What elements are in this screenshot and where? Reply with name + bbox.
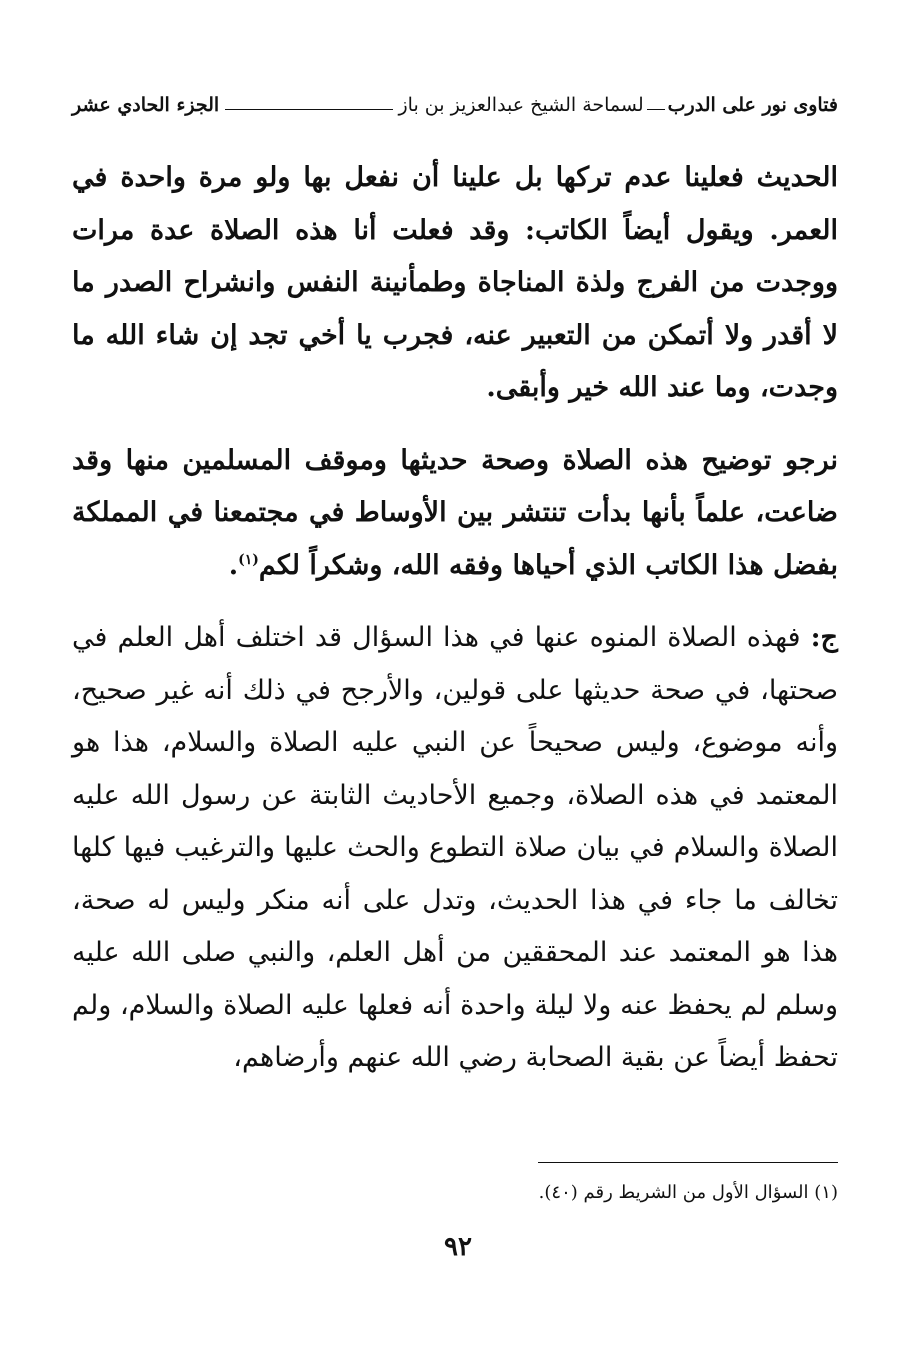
footnote-separator [538, 1162, 838, 1163]
body-text [72, 152, 838, 1105]
question-paragraph [72, 435, 838, 593]
question-end-period: . [228, 549, 239, 581]
volume-part: الجزء الحادي عشر [72, 94, 220, 116]
footnote-reference: (١) [238, 551, 259, 568]
page-number: ٩٢ [444, 1232, 472, 1262]
running-head [72, 88, 838, 122]
footnote [72, 1178, 838, 1208]
question-continuation: الحديث فعلينا عدم تركها بل علينا أن نفعل بها ولو مرة واحدة في العمر. ويقول أيضاً الكاتب: وقد فعلت أنا هذه الصلاة عدة مرات ووجدت من الفرج ولذة المناجاة وطمأنينة النفس وانشراح الصدر ما لا أقدر ولا أتمكن من التعبير عنه، فجرب يا أخي تجد إن شاء الله ما وجدت، وما عند الله خير وأبقى. [72, 162, 838, 403]
book-title: فتاوى نور على الدرب [667, 94, 838, 116]
footnote-marker: (١) [814, 1182, 838, 1203]
header-dash [647, 109, 665, 110]
answer-paragraph [72, 612, 838, 1085]
answer-marker: ج: [810, 622, 838, 653]
header-rule [225, 109, 392, 110]
footnote-text: السؤال الأول من الشريط رقم (٤٠). [538, 1182, 809, 1203]
answer-text: فهذه الصلاة المنوه عنها في هذا السؤال قد اختلف أهل العلم في صحتها، في صحة حديثها على قولين، والأرجح في ذلك أنه غير صحيح، وأنه موضوع، وليس صحيحاً عن النبي عليه الصلاة والسلام، هذا هو المعتمد في هذه الصلاة، وجميع الأحاديث الثابتة عن رسول الله عليه الصلاة والسلام في بيان صلاة التطوع والحث عليها والترغيب فيها كلها تخالف ما جاء في هذا الحديث، وتدل على أنه منكر وليس له صحة، هذا هو المعتمد عند المحققين من أهل العلم، والنبي صلى الله عليه وسلم لم يحفظ عنه ولا ليلة واحدة أنه فعلها عليه الصلاة والسلام، ولم تحفظ أيضاً عن بقية الصحابة رضي الله عنهم وأرضاهم، [72, 622, 838, 1073]
question-text: نرجو توضيح هذه الصلاة وصحة حديثها وموقف المسلمين منها وقد ضاعت، علماً بأنها بدأت تنتشر بين الأوساط في مجتمعنا في المملكة بفضل هذا الكاتب الذي أحياها وفقه الله، وشكراً لكم [72, 444, 838, 581]
author-line: لسماحة الشيخ عبدالعزيز بن باز [398, 94, 644, 116]
